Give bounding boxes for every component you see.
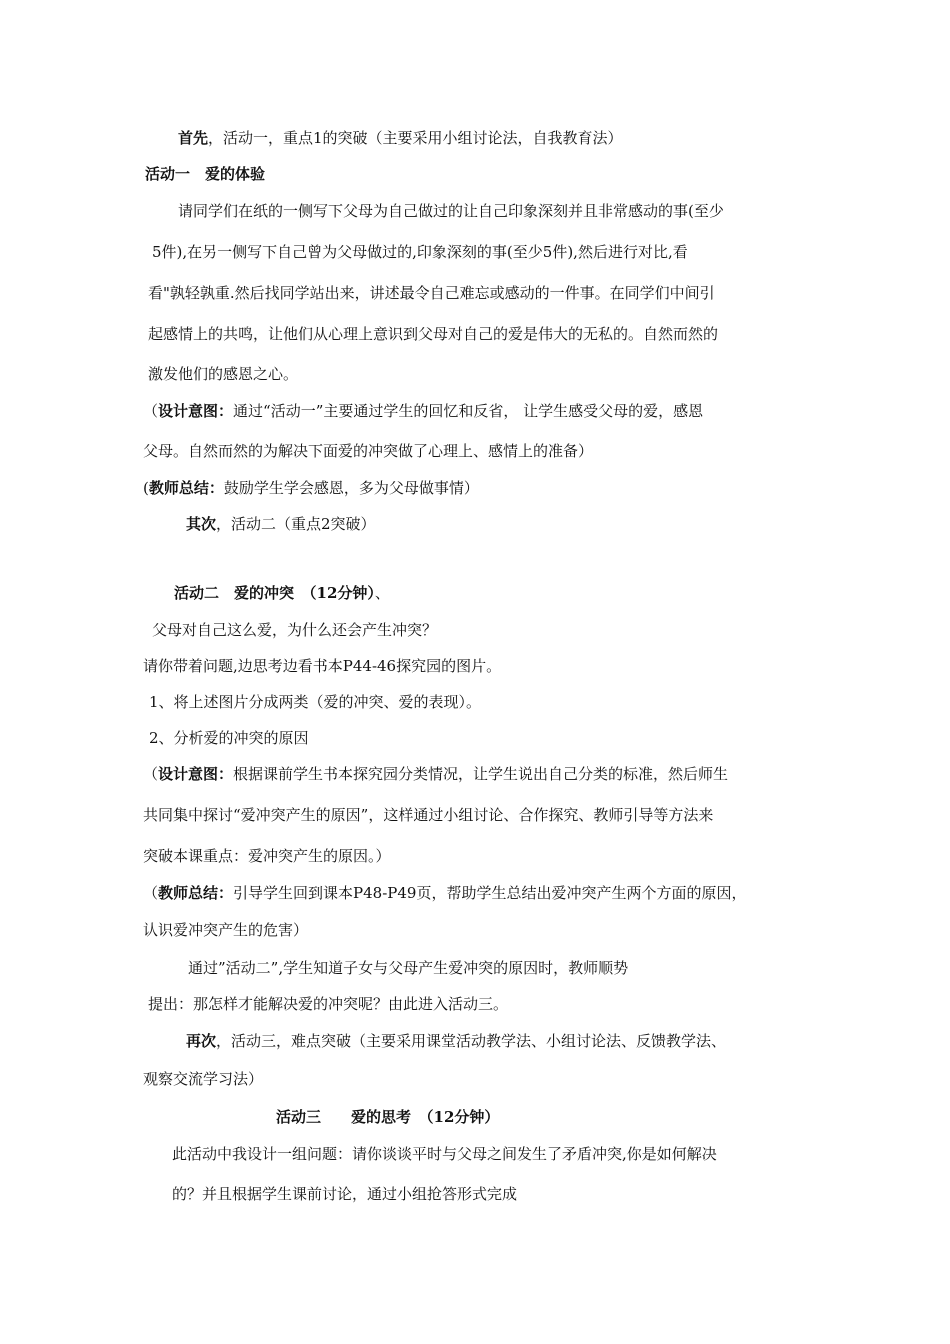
teacher-summary-label: 教师总结： xyxy=(158,884,234,902)
heading-activity-1-text: 活动一 爱的体验 xyxy=(145,165,266,183)
activity-2-step-1: 1、将上述图片分成两类（爱的冲突、爱的表现）。 xyxy=(149,693,482,711)
activity-1-line-3: 看"孰轻孰重.然后找同学站出来，讲述最令自己难忘或感动的一件事。在同学们中间引 xyxy=(148,284,715,302)
activity-1-line-5: 激发他们的感恩之心。 xyxy=(148,365,299,383)
label-third: 再次 xyxy=(186,1032,217,1050)
second-text: ，活动二（重点2突破） xyxy=(216,515,376,533)
design-intent-label: 设计意图： xyxy=(158,765,234,783)
third-line xyxy=(186,1031,726,1051)
activity-2-instruction: 请你带着问题,边思考边看书本P44-46探究园的图片。 xyxy=(143,657,502,675)
activity-1-line-4: 起感情上的共鸣，让他们从心理上意识到父母对自己的爱是伟大的无私的。自然而然的 xyxy=(148,325,719,343)
design-intent-2 xyxy=(143,764,728,784)
teacher-summary-1 xyxy=(143,478,479,498)
heading-activity-3-text: 活动三 爱的思考 （12分钟） xyxy=(276,1108,500,1126)
design-intent-1 xyxy=(143,401,703,421)
second-line xyxy=(186,514,376,534)
activity-1-line-2: 5件),在另一侧写下自己曾为父母做过的,印象深刻的事(至少5件),然后进行对比,看 xyxy=(152,243,688,261)
intro-text: ，活动一，重点1的突破（主要采用小组讨论法，自我教育法） xyxy=(208,129,623,147)
activity-2-step-2: 2、分析爱的冲突的原因 xyxy=(149,729,309,747)
activity-1-line-1: 请同学们在纸的一侧写下父母为自己做过的让自己印象深刻并且非常感动的事(至少 xyxy=(178,202,724,220)
heading-activity-2-text: 活动二 爱的冲突 （12分钟） xyxy=(174,584,375,602)
design-intent-2-line-3: 突破本课重点：爱冲突产生的原因。） xyxy=(143,847,391,865)
teacher-summary-text: 引导学生回到课本P48-P49页，帮助学生总结出爱冲突产生两个方面的原因， xyxy=(233,884,747,902)
third-line-2: 观察交流学习法） xyxy=(143,1070,264,1088)
heading-activity-2 xyxy=(174,583,390,603)
paren: （ xyxy=(143,402,159,420)
transition-line-2: 提出：那怎样才能解决爱的冲突呢？由此进入活动三。 xyxy=(148,995,509,1013)
design-intent-2-line-2: 共同集中探讨“爱冲突产生的原因”，这样通过小组讨论、合作探究、教师引导等方法来 xyxy=(143,806,714,824)
heading-activity-1 xyxy=(145,164,265,184)
teacher-summary-2 xyxy=(143,883,746,903)
paren: （ xyxy=(143,884,159,902)
heading-activity-3 xyxy=(276,1107,499,1127)
design-intent-text: 根据课前学生书本探究园分类情况，让学生说出自己分类的标准，然后师生 xyxy=(233,765,729,783)
paren: ( xyxy=(143,479,149,497)
design-intent-1-line-2: 父母。自然而然的为解决下面爱的冲突做了心理上、感情上的准备） xyxy=(143,442,594,460)
intro-line xyxy=(178,128,623,148)
design-intent-label: 设计意图： xyxy=(158,402,234,420)
activity-3-line-1: 此活动中我设计一组问题：请你谈谈平时与父母之间发生了矛盾冲突,你是如何解决 xyxy=(172,1145,717,1163)
design-intent-text: 通过“活动一”主要通过学生的回忆和反省， 让学生感受父母的爱，感恩 xyxy=(233,402,704,420)
paren: （ xyxy=(143,765,159,783)
heading-tail: 、 xyxy=(374,584,390,602)
teacher-summary-label: 教师总结： xyxy=(148,479,224,497)
label-first: 首先 xyxy=(178,129,209,147)
transition-line-1: 通过”活动二”,学生知道子女与父母产生爱冲突的原因时，教师顺势 xyxy=(188,959,629,977)
label-second: 其次 xyxy=(186,515,217,533)
teacher-summary-text: 鼓励学生学会感恩，多为父母做事情） xyxy=(223,479,479,497)
activity-3-line-2: 的？并且根据学生课前讨论，通过小组抢答形式完成 xyxy=(172,1185,518,1203)
activity-2-question: 父母对自己这么爱，为什么还会产生冲突？ xyxy=(152,621,438,639)
teacher-summary-2-line-2: 认识爱冲突产生的危害） xyxy=(143,921,309,939)
third-text: ，活动三，难点突破（主要采用课堂活动教学法、小组讨论法、反馈教学法、 xyxy=(216,1032,727,1050)
